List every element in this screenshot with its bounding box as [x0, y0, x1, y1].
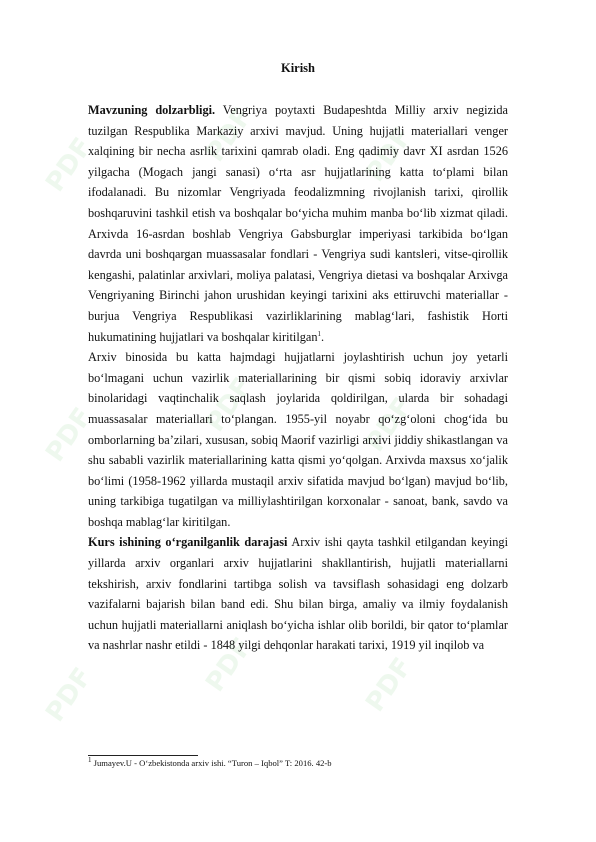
- footnote-text: Jumayev.U - O‘zbekistonda arxiv ishi. “Turon – Iqbol” T: 2016. 42-b: [91, 758, 332, 768]
- paragraph-lead: Kurs ishining o‘rganilganlik darajasi: [88, 535, 288, 550]
- watermark: PDF: [40, 132, 99, 198]
- paragraph-text: Vengriya poytaxti Budapeshtda Milliy arxiv negizida tuzilgan Respublika Markaziy arxivi mavjud. Uning hujjatli materiallari venger xalqining bir necha asrlik tarixini qamrab oladi. Eng qadimiy davr XI asrdan 1526 yilgacha (Mogach jangi sanasi) o‘rta asr hujjatlarining katta to‘plami bilan ifodalanadi. Bu nizomlar Vengriyada feodalizmning rivojlanish tarixi, qirollik boshqaruvini tashkil etish va boshqalar bo‘yicha muhim manba bo‘lib xizmat qiladi. Arxivda 16-asrdan boshlab Vengriya Gabsburglar imperiyasi tarkibida bo‘lgan davrda uni boshqargan muassasalar fondlari - Vengriya sudi kantsleri, vitse-qirollik kengashi, palatinlar arxivlari, moliya palatasi, Vengriya dietasi va boshqalar Arxivga Vengriyaning Birinchi jahon urushidan keyingi tarixini aks ettiruvchi materiallar - burjua Vengriya Respublikasi vazirliklarining mablag‘lari, fashistik Horti hukumatining hujjatlari va boshqalar kiritilgan: [88, 103, 509, 344]
- paragraph-tail: .: [321, 329, 325, 344]
- paragraph-text: Arxiv ishi qayta tashkil etilgandan keyingi yillarda arxiv organlari arxiv hujjatlarini shakllantirish, hujjatli materiallarni tekshirish, arxiv fondlarini tartibga solish va tavsiflash sohasidagi eng dolzarb vazifalarni bajarish bilan band edi. Shu bilan birga, amaliy va ilmiy foydalanish uchun hujjatli materiallarni aniqlash bo‘yicha ishlar olib borildi, bir qator to‘plamlar va nashrlar nashr etildi - 1848 yilgi dehqonlar harakati tarixi, 1919 yil inqilob va: [88, 535, 508, 653]
- watermark: PDF: [360, 122, 419, 188]
- watermark: PDF: [40, 402, 99, 468]
- paragraph-lead: Mavzuning dolzarbligi.: [88, 103, 216, 117]
- watermark: PDF: [200, 372, 259, 438]
- footnote-divider: [88, 755, 198, 756]
- watermark: PDF: [360, 652, 419, 718]
- footnote: [88, 758, 508, 769]
- paragraph-text: Arxiv binosida bu katta hajmdagi hujjatlarni joylashtirish uchun joy yetarli bo‘lmagani uchun vazirlik materiallarining bir qismi sobiq idoraviy arxivlar binolaridagi vaqtinchalik saqlash joylarida qoldirilgan, ularda bir sohadagi muassasalar materiallari to‘plangan. 1955-yil noyabr qo‘zg‘oloni chog‘ida bu omborlarning ba’zilari, xususan, sobiq Maorif vazirligi arxivi jiddiy shikastlangan va shu sababli vazirlik materiallarining katta qismi yo‘qolgan. Arxivda maxsus xo‘jalik bo‘limi (1958-1962 yillarda mustaqil arxiv sifatida mavjud bo‘lgan) mavjud bo‘lib, uning tarkibiga tugatilgan va milliylashtirilgan korxonalar - sanoat, bank, savdo va boshqa mablag‘lar kiritilgan.: [88, 350, 508, 529]
- paragraph-relevance: [88, 100, 508, 347]
- footnote-number: 1: [88, 756, 92, 765]
- paragraph-study-level: [88, 532, 508, 656]
- watermark: PDF: [360, 392, 419, 458]
- footnote-reference[interactable]: 1: [317, 329, 321, 338]
- page-title: Kirish: [280, 61, 316, 75]
- watermark: PDF: [40, 662, 99, 728]
- watermark: PDF: [200, 102, 259, 168]
- watermark: PDF: [200, 632, 259, 698]
- paragraph-archive-building: [88, 347, 508, 532]
- body-text: [88, 100, 508, 656]
